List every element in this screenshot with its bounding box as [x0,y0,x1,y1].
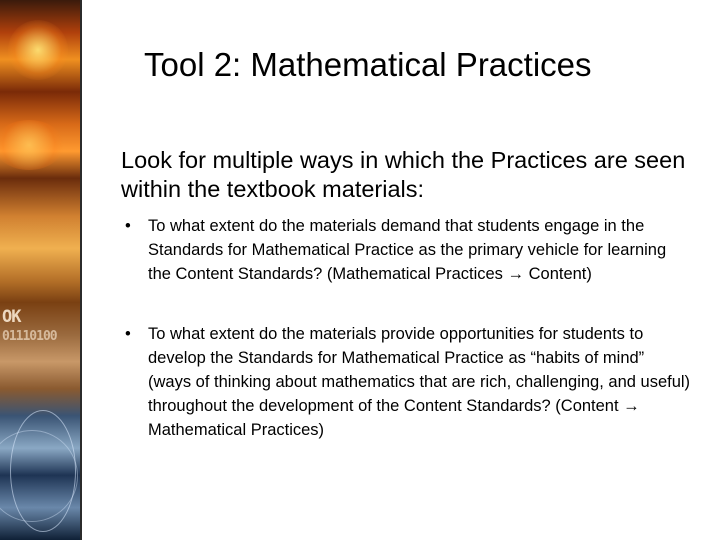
binary-digits-text: 01110100 [2,329,57,344]
binary-text-decoration [2,307,57,347]
bullet-item [121,214,691,286]
light-flare-decoration [8,20,68,80]
bullet-list [121,214,691,442]
binary-ok-text: OK [2,307,21,327]
bullet-dot-icon: • [125,325,131,343]
strip-divider [80,0,82,540]
bullet-dot-icon: • [125,217,131,235]
slide-title: Tool 2: Mathematical Practices [144,46,592,83]
bullet-text: To what extent do the materials provide opportunities for students to develop the Standards for Mathematical Practice as “habits of mind” (ways of thinking about mathematics that are rich, challenging, and useful) throughout the development of the Content Standards? (Content → Mathematical Practices) [148,325,691,439]
decorative-image-strip [0,0,80,540]
intro-text: Look for multiple ways in which the Practices are seen within the textbook materials: [121,147,686,202]
bullet-item [121,322,691,442]
bullet-text: To what extent do the materials demand that students engage in the Standards for Mathematical Practice as the primary vehicle for learning the Content Standards? (Mathematical Practices → Content) [148,217,667,283]
light-flare-decoration [0,120,64,170]
